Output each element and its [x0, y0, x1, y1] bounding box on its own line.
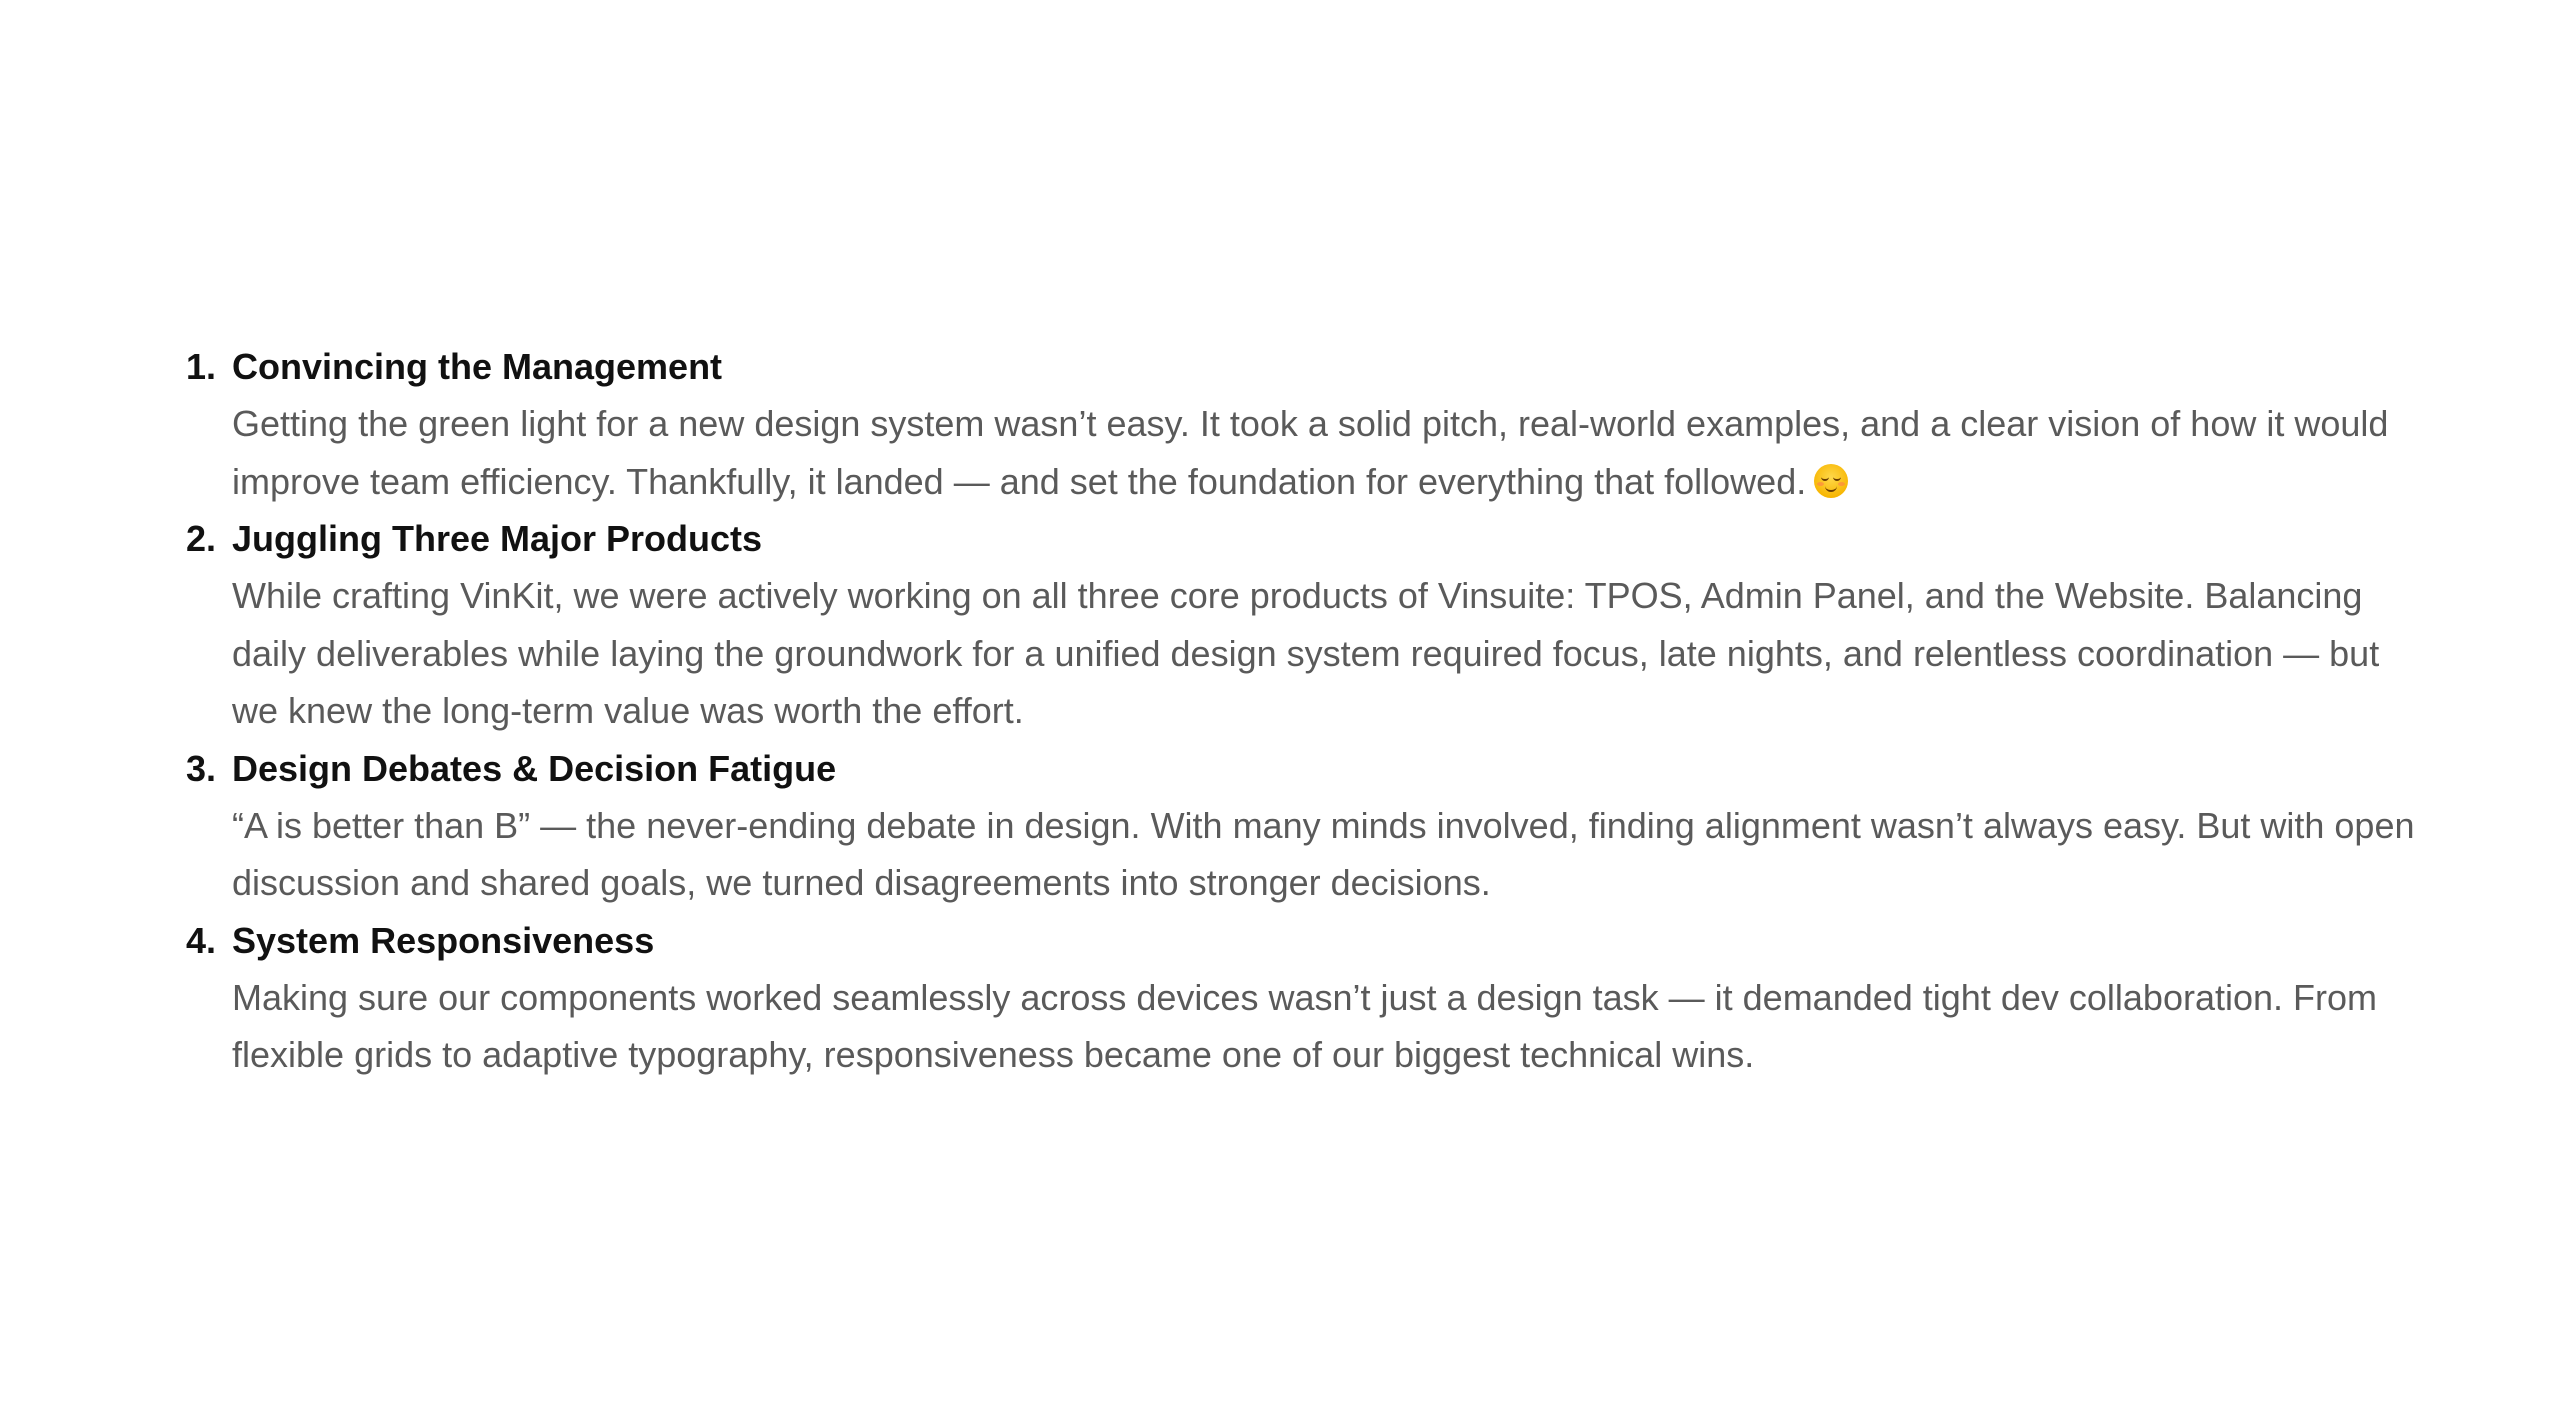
challenges-section — [186, 338, 2426, 1084]
item-body-wrapper — [232, 395, 2426, 510]
list-item — [186, 338, 2426, 510]
item-body: Getting the green light for a new design system wasn’t easy. It took a solid pitch, real-world examples, and a clear vision of how it would improve team efficiency. Thankfully, it landed — and set the foundation for everything that followed. — [232, 403, 2389, 502]
challenges-list — [186, 338, 2426, 1084]
item-number: 1. — [186, 346, 217, 387]
item-title: Convincing the Management — [232, 346, 723, 387]
item-number: 3. — [186, 747, 217, 789]
item-title: Design Debates & Decision Fatigue — [232, 747, 837, 789]
relieved-face-icon — [1814, 464, 1848, 498]
item-title: System Responsiveness — [232, 919, 655, 961]
list-item — [186, 510, 2426, 740]
item-number: 4. — [186, 919, 217, 961]
item-body: “A is better than B” — the never-ending debate in design. With many minds involved, finding alignment wasn’t always easy. But with open discussion and shared goals, we turned disagreements into stronger decisions. — [232, 804, 2415, 903]
item-body: While crafting VinKit, we were actively working on all three core products of Vinsuite: TPOS, Admin Panel, and the Website. Balancing daily deliverables while laying the groundwork for a unified design system required focus, late nights, and relentless coordination — but we knew the long-term value was worth the effort. — [232, 575, 2380, 731]
item-body: Making sure our components worked seamlessly across devices wasn’t just a design task — it demanded tight dev collaboration. From flexible grids to adaptive typography, responsiveness became one of our biggest technical wins. — [232, 976, 2378, 1075]
list-item — [186, 740, 2426, 912]
item-number: 2. — [186, 518, 217, 559]
item-title: Juggling Three Major Products — [232, 518, 763, 559]
list-item — [186, 912, 2426, 1084]
